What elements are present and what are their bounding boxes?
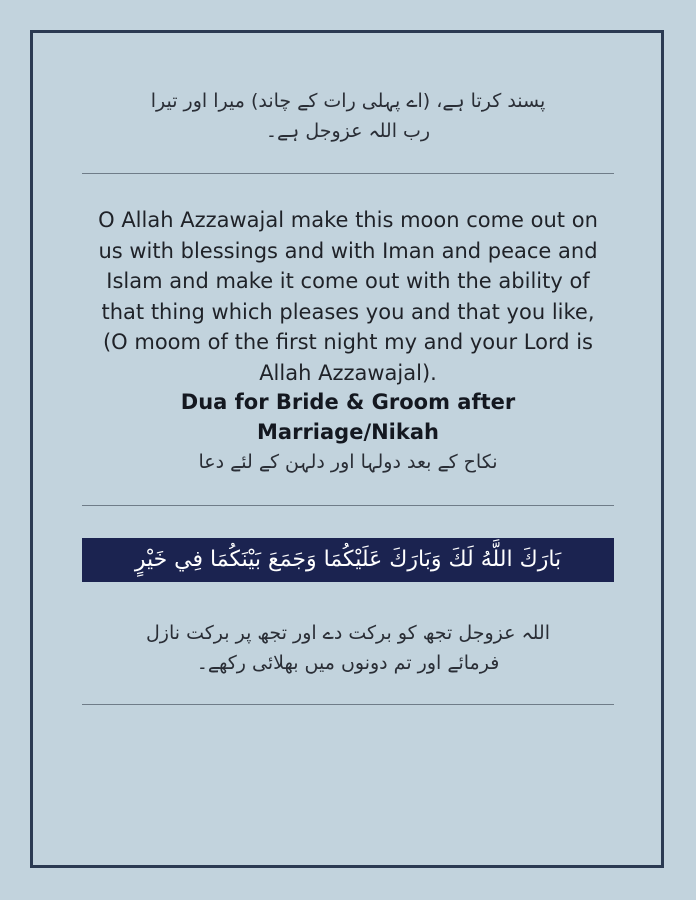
urdu-intro-line-2: رب اللہ عزوجل ہے۔ [265, 120, 431, 142]
translation-line-4: that thing which pleases you and that you like, [101, 299, 595, 324]
dua-heading [82, 387, 614, 447]
divider-1 [82, 173, 614, 174]
dua-urdu-title: نکاح کے بعد دولہا اور دلہن کے لئے دعا [198, 451, 498, 473]
divider-2 [82, 505, 614, 506]
translation-line-3: Islam and make it come out with the ability of [106, 269, 590, 293]
translation-line-2: us with blessings and with Iman and peace and [98, 238, 598, 263]
translation-line-1: O Allah Azzawajal make this moon come out on [98, 208, 598, 232]
divider-3 [82, 704, 614, 705]
dua-urdu-translation [82, 618, 614, 678]
dua-heading-line-1: Dua for Bride & Groom after [180, 390, 516, 414]
dua-heading-line-2: Marriage/Nikah [257, 420, 439, 444]
arabic-dua-banner: بَارَكَ اللَّهُ لَكَ وَبَارَكَ عَلَيْكُمَا وَجَمَعَ بَيْنَكُمَا فِي خَيْرٍ [82, 538, 614, 582]
dua-urdu-line-1: اللہ عزوجل تجھ کو برکت دے اور تجھ پر برکت نازل [146, 622, 550, 644]
english-translation [82, 205, 614, 388]
urdu-intro-line-1: پسند کرتا ہے، (اے پہلی رات کے چاند) میرا اور تیرا [150, 90, 546, 112]
translation-line-5: (O moom of the first night my and your Lord is [102, 330, 593, 354]
translation-line-6: Allah Azzawajal). [259, 360, 437, 385]
dua-urdu-line-2: فرمائے اور تم دونوں میں بھلائی رکھے۔ [196, 652, 500, 674]
urdu-intro-text [82, 86, 614, 146]
